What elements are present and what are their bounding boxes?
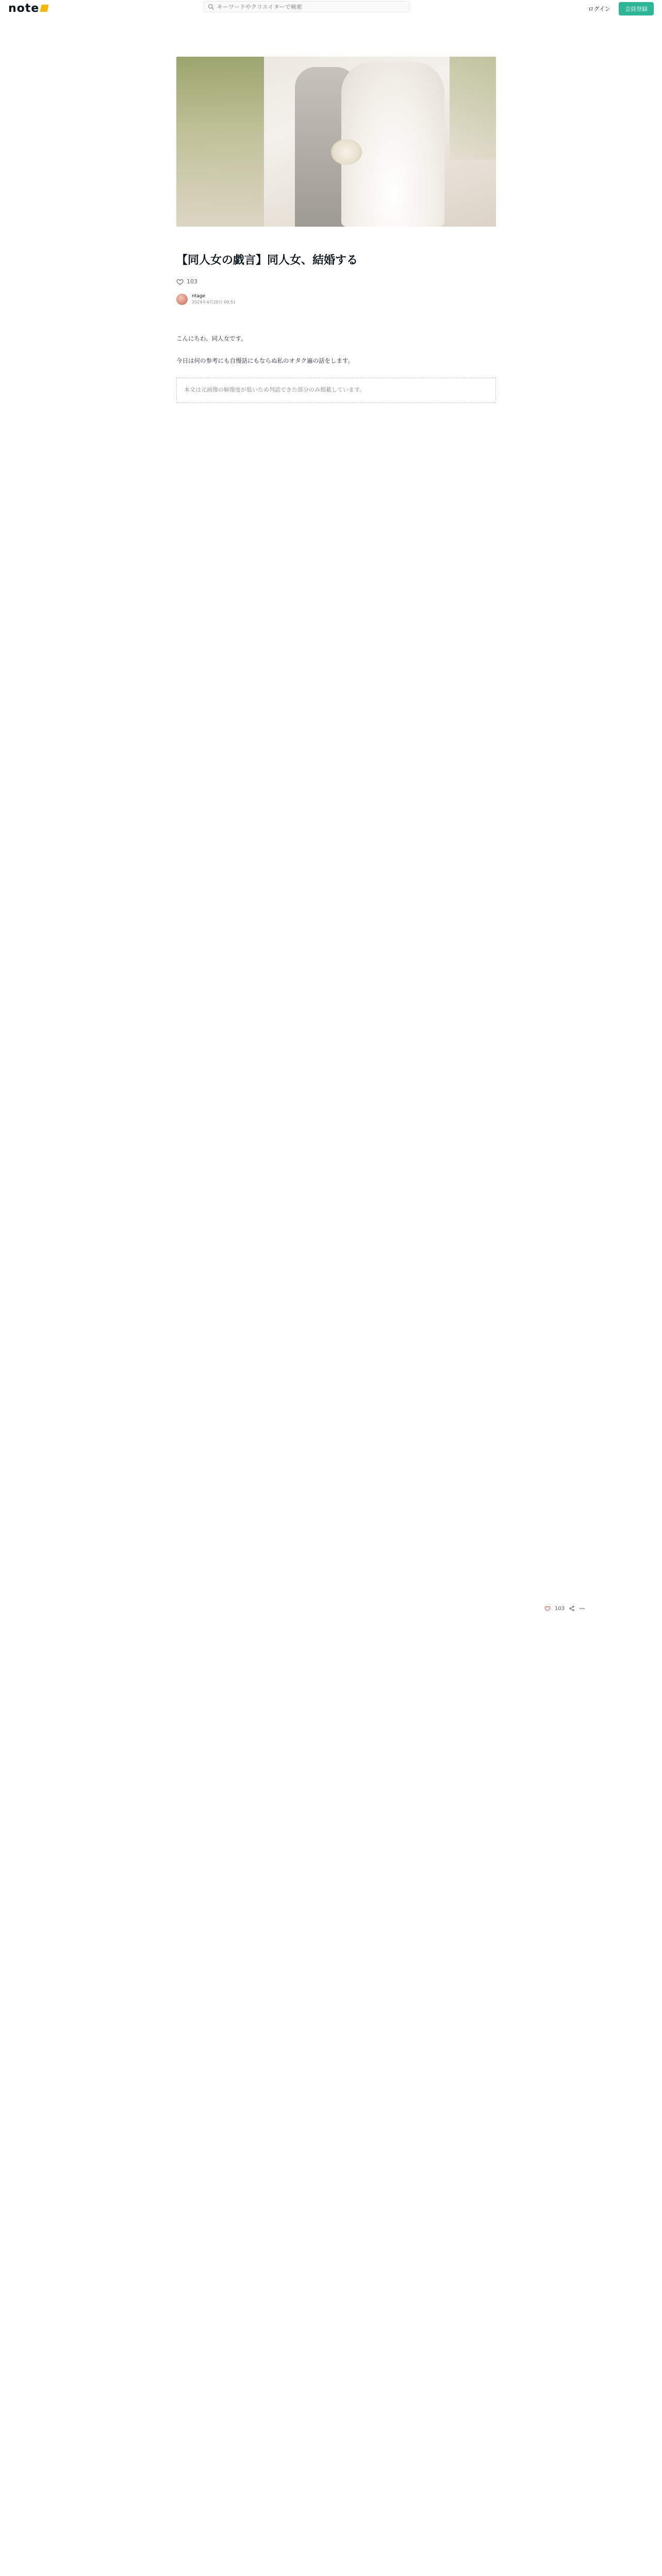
logo-text: note bbox=[8, 2, 40, 15]
author-name[interactable]: ntage bbox=[192, 293, 205, 299]
article bbox=[176, 252, 496, 403]
author-meta bbox=[192, 294, 236, 305]
search-input[interactable] bbox=[217, 4, 405, 10]
post-date: 2024年4月20日 00:51 bbox=[192, 299, 236, 304]
paragraph-list bbox=[176, 333, 496, 367]
author-block bbox=[176, 294, 496, 305]
more-dots-icon bbox=[579, 1605, 585, 1612]
like-row bbox=[176, 278, 496, 285]
search-icon bbox=[208, 4, 214, 10]
article-body bbox=[176, 333, 496, 403]
search-box[interactable] bbox=[203, 1, 409, 12]
signup-button[interactable]: 会員登録 bbox=[619, 2, 654, 15]
floating-like-widget bbox=[544, 1605, 585, 1612]
hero-foliage-left bbox=[176, 57, 264, 227]
site-header bbox=[0, 0, 662, 16]
logo-mark-icon bbox=[40, 5, 49, 12]
floating-share-button[interactable] bbox=[569, 1605, 575, 1612]
like-count[interactable]: 103 bbox=[187, 278, 197, 285]
header-actions bbox=[585, 2, 654, 15]
article-paragraph: こんにちわ、同人女です。 bbox=[176, 334, 247, 342]
floating-like-count: 103 bbox=[555, 1605, 565, 1612]
transcription-note: 本文は元画像の解像度が低いため判読できた部分のみ掲載しています。 bbox=[176, 378, 496, 403]
hero-bouquet bbox=[331, 139, 362, 165]
login-button[interactable]: ログイン bbox=[585, 3, 614, 15]
hero-image bbox=[176, 57, 496, 227]
floating-more-button[interactable] bbox=[579, 1605, 585, 1612]
heart-icon bbox=[544, 1605, 551, 1612]
avatar[interactable] bbox=[176, 294, 188, 305]
share-icon bbox=[569, 1605, 575, 1612]
heart-icon bbox=[176, 278, 184, 285]
note-logo[interactable] bbox=[8, 2, 48, 15]
article-title: 【同人女の戯言】同人女、結婚する bbox=[176, 254, 358, 267]
article-paragraph: 今日は何の参考にも自慢話にもならぬ私のオタク遍の話をします。 bbox=[176, 357, 354, 365]
hero-foliage-right bbox=[450, 57, 496, 160]
like-button[interactable] bbox=[176, 278, 184, 285]
floating-like-button[interactable] bbox=[544, 1605, 551, 1612]
